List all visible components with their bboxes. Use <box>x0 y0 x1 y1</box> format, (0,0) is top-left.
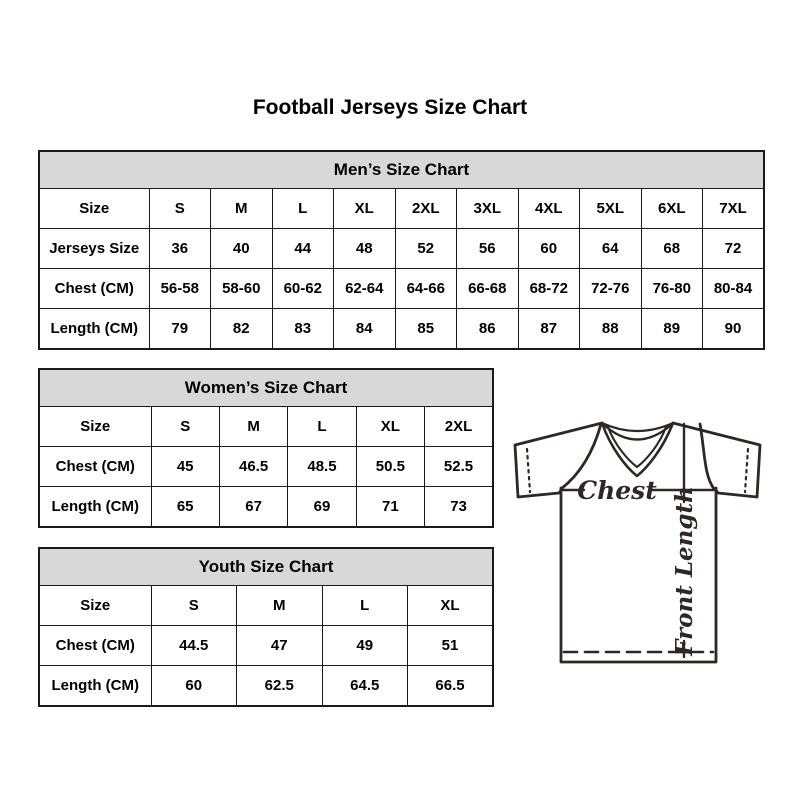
value-cell: 80-84 <box>703 269 765 309</box>
table-title: Youth Size Chart <box>39 548 493 586</box>
value-cell: 40 <box>211 229 273 269</box>
value-cell: 87 <box>518 309 580 350</box>
table-row <box>39 407 493 447</box>
row-label-cell: Chest (CM) <box>39 269 149 309</box>
value-cell: 47 <box>237 626 323 666</box>
value-cell: 85 <box>395 309 457 350</box>
value-cell: 73 <box>425 487 493 528</box>
row-label-cell: Length (CM) <box>39 309 149 350</box>
value-cell: S <box>151 407 219 447</box>
value-cell: 83 <box>272 309 334 350</box>
row-label-cell: Size <box>39 586 151 626</box>
value-cell: 60 <box>518 229 580 269</box>
value-cell: 84 <box>334 309 396 350</box>
value-cell: 66.5 <box>408 666 494 707</box>
value-cell: 7XL <box>703 189 765 229</box>
value-cell: 49 <box>322 626 408 666</box>
value-cell: 52 <box>395 229 457 269</box>
table-row <box>39 309 764 350</box>
chest-label: Chest <box>577 476 657 505</box>
row-label-cell: Chest (CM) <box>39 626 151 666</box>
value-cell: 60 <box>151 666 237 707</box>
value-cell: 67 <box>219 487 287 528</box>
value-cell: 48.5 <box>288 447 356 487</box>
value-cell: 79 <box>149 309 211 350</box>
value-cell: 76-80 <box>641 269 703 309</box>
value-cell: XL <box>356 407 424 447</box>
value-cell: M <box>219 407 287 447</box>
value-cell: 3XL <box>457 189 519 229</box>
value-cell: 64-66 <box>395 269 457 309</box>
value-cell: 5XL <box>580 189 642 229</box>
value-cell: 36 <box>149 229 211 269</box>
row-label-cell: Length (CM) <box>39 666 151 707</box>
value-cell: 60-62 <box>272 269 334 309</box>
value-cell: 65 <box>151 487 219 528</box>
value-cell: 44.5 <box>151 626 237 666</box>
value-cell: L <box>288 407 356 447</box>
front-length-label: Front Length <box>671 486 698 656</box>
value-cell: 82 <box>211 309 273 350</box>
youth-size-chart-table <box>38 547 494 707</box>
value-cell: XL <box>334 189 396 229</box>
value-cell: 64.5 <box>322 666 408 707</box>
table-row <box>39 626 493 666</box>
value-cell: 86 <box>457 309 519 350</box>
value-cell: L <box>322 586 408 626</box>
value-cell: 62-64 <box>334 269 396 309</box>
table-title: Women’s Size Chart <box>39 369 493 407</box>
value-cell: 6XL <box>641 189 703 229</box>
row-label-cell: Jerseys Size <box>39 229 149 269</box>
row-label-cell: Size <box>39 407 151 447</box>
value-cell: 62.5 <box>237 666 323 707</box>
value-cell: 68-72 <box>518 269 580 309</box>
value-cell: 46.5 <box>219 447 287 487</box>
table-header-row <box>39 369 493 407</box>
value-cell: 56 <box>457 229 519 269</box>
jersey-measurement-diagram <box>500 398 775 693</box>
value-cell: 52.5 <box>425 447 493 487</box>
value-cell: S <box>151 586 237 626</box>
jersey-outline <box>515 423 760 662</box>
table-row <box>39 269 764 309</box>
value-cell: 51 <box>408 626 494 666</box>
value-cell: 45 <box>151 447 219 487</box>
table-row <box>39 447 493 487</box>
row-label-cell: Chest (CM) <box>39 447 151 487</box>
value-cell: 71 <box>356 487 424 528</box>
value-cell: 68 <box>641 229 703 269</box>
value-cell: L <box>272 189 334 229</box>
table-row <box>39 666 493 707</box>
value-cell: 44 <box>272 229 334 269</box>
value-cell: 88 <box>580 309 642 350</box>
row-label-cell: Length (CM) <box>39 487 151 528</box>
value-cell: 50.5 <box>356 447 424 487</box>
value-cell: S <box>149 189 211 229</box>
value-cell: M <box>211 189 273 229</box>
table-header-row <box>39 548 493 586</box>
value-cell: 69 <box>288 487 356 528</box>
value-cell: 4XL <box>518 189 580 229</box>
value-cell: 2XL <box>425 407 493 447</box>
value-cell: M <box>237 586 323 626</box>
value-cell: 89 <box>641 309 703 350</box>
value-cell: 56-58 <box>149 269 211 309</box>
womens-size-chart-table <box>38 368 494 528</box>
table-row <box>39 487 493 528</box>
table-row <box>39 586 493 626</box>
value-cell: 72-76 <box>580 269 642 309</box>
value-cell: 64 <box>580 229 642 269</box>
table-row <box>39 189 764 229</box>
value-cell: XL <box>408 586 494 626</box>
value-cell: 90 <box>703 309 765 350</box>
value-cell: 58-60 <box>211 269 273 309</box>
value-cell: 2XL <box>395 189 457 229</box>
value-cell: 72 <box>703 229 765 269</box>
row-label-cell: Size <box>39 189 149 229</box>
page-title: Football Jerseys Size Chart <box>252 96 528 119</box>
value-cell: 48 <box>334 229 396 269</box>
mens-size-chart-table <box>38 150 765 350</box>
table-header-row <box>39 151 764 189</box>
value-cell: 66-68 <box>457 269 519 309</box>
table-title: Men’s Size Chart <box>39 151 764 189</box>
table-row <box>39 229 764 269</box>
